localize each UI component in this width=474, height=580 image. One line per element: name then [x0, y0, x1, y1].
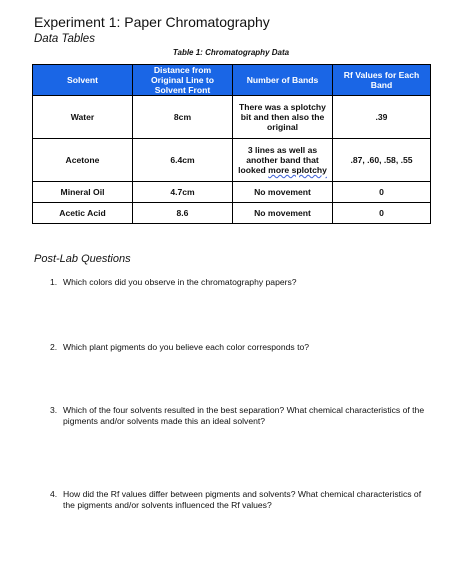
- question-text: Which colors did you observe in the chromatography papers?: [63, 277, 297, 287]
- question-number: 3.: [50, 405, 58, 415]
- postlab-heading: Post-Lab Questions: [34, 253, 131, 265]
- cell-bands: [233, 139, 333, 182]
- question-text: Which of the four solvents resulted in the best separation? What chemical characteristics of the pigments and/or solvents made this an ideal solvent?: [63, 405, 425, 426]
- header-distance: Distance from Original Line to Solvent Front: [133, 65, 233, 96]
- cell-bands-text: No movement: [254, 208, 311, 218]
- cell-solvent: Mineral Oil: [33, 182, 133, 203]
- question-number: 2.: [50, 342, 58, 352]
- question-number: 4.: [50, 489, 58, 499]
- table-row: [33, 96, 431, 139]
- table-row: [33, 203, 431, 224]
- cell-distance: 8.6: [133, 203, 233, 224]
- cell-rf: 0: [333, 203, 431, 224]
- page-title: Experiment 1: Paper Chromatography: [34, 14, 270, 30]
- table-row: [33, 182, 431, 203]
- cell-distance: 4.7cm: [133, 182, 233, 203]
- cell-bands-text: No movement: [254, 187, 311, 197]
- cell-rf: .39: [333, 96, 431, 139]
- chromatography-data-table: [32, 64, 431, 224]
- spellcheck-underlined-text: more splotchy: [268, 165, 327, 175]
- cell-bands-text: There was a splotchy bit and then also the original: [239, 102, 326, 132]
- cell-bands-text: 3 lines as well as another band that looked: [238, 145, 319, 175]
- cell-rf: 0: [333, 182, 431, 203]
- cell-distance: 8cm: [133, 96, 233, 139]
- cell-rf: .87, .60, .58, .55: [333, 139, 431, 182]
- question-text: How did the Rf values differ between pigments and solvents? What chemical characteristics of the pigments and/or solvents influenced the Rf values?: [63, 489, 422, 510]
- header-solvent: Solvent: [33, 65, 133, 96]
- table-header-row: [33, 65, 431, 96]
- table-caption: Table 1: Chromatography Data: [172, 48, 290, 57]
- header-number-of-bands: Number of Bands: [233, 65, 333, 96]
- cell-bands: [233, 182, 333, 203]
- cell-bands: [233, 203, 333, 224]
- header-rf-values: Rf Values for Each Band: [333, 65, 431, 96]
- question-text: Which plant pigments do you believe each color corresponds to?: [63, 342, 310, 352]
- question-number: 1.: [50, 277, 58, 287]
- cell-solvent: Water: [33, 96, 133, 139]
- section-subtitle: Data Tables: [34, 33, 95, 45]
- cell-distance: 6.4cm: [133, 139, 233, 182]
- cell-bands: [233, 96, 333, 139]
- cell-solvent: Acetic Acid: [33, 203, 133, 224]
- cell-solvent: Acetone: [33, 139, 133, 182]
- table-row: [33, 139, 431, 182]
